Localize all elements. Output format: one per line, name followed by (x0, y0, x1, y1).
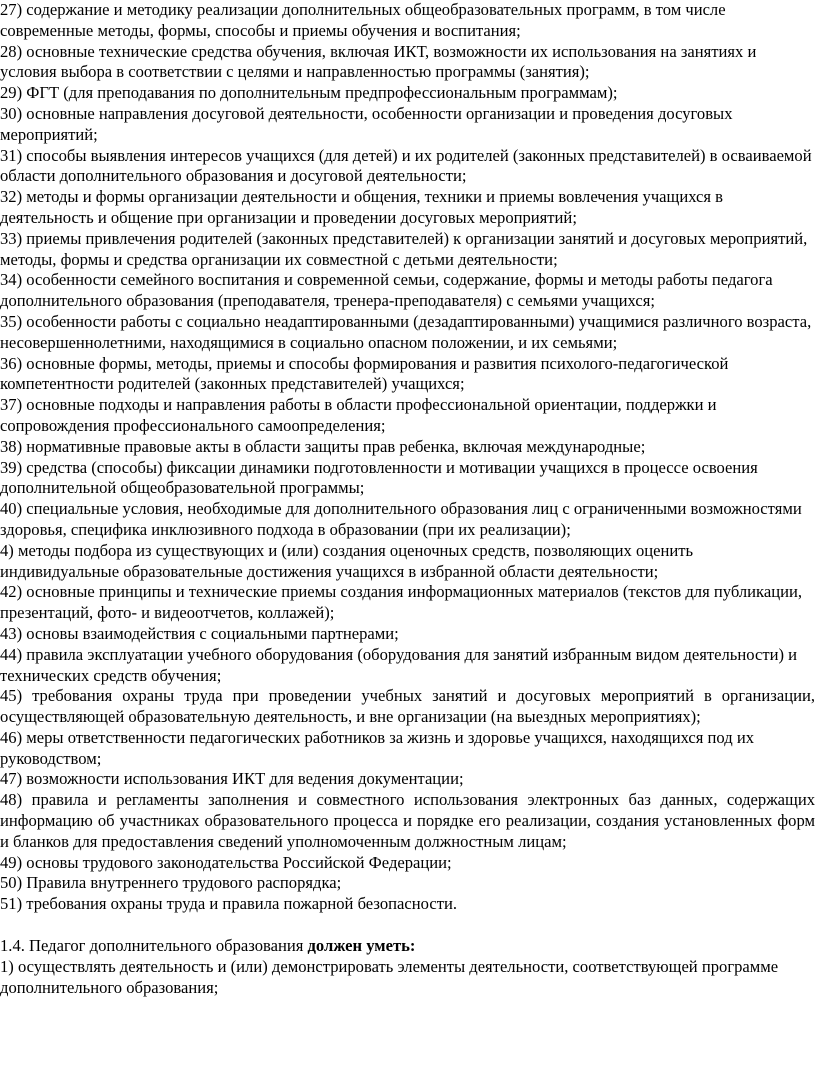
list-item: 49) основы трудового законодательства Российской Федерации; (0, 852, 452, 872)
list-item: 35) особенности работы с социально неадаптированными (дезадаптированными) учащимися различного возраста, несовершеннолетними, находящимися в социально опасном положении, и их семьями; (0, 311, 812, 352)
list-item: 48) правила и регламенты заполнения и совместного использования электронных баз данных, содержащих информацию об участниках образовательного процесса и порядке его реализации, создания установленных форм и бланков для предоставления сведений уполномоченным должностным лицам; (0, 790, 815, 851)
list-item: 36) основные формы, методы, приемы и способы формирования и развития психолого-педагогической компетентности родителей (законных представителей) учащихся; (0, 353, 729, 394)
section-heading-bold: должен уметь: (307, 936, 416, 956)
list-item: 38) нормативные правовые акты в области защиты прав ребенка, включая международные; (0, 436, 646, 456)
list-item: 34) особенности семейного воспитания и современной семьи, содержание, формы и методы работы педагога дополнительного образования (преподавателя, тренера-преподавателя) с семьями учащихся; (0, 270, 773, 311)
list-item: 28) основные технические средства обучения, включая ИКТ, возможности их использования на занятиях и условия выбора в соответствии с целями и направленностью программы (занятия); (0, 41, 757, 82)
list-item: 32) методы и формы организации деятельности и общения, техники и приемы вовлечения учащихся в деятельность и общение при организации и проведении досуговых мероприятий; (0, 187, 724, 227)
list-item: 44) правила эксплуатации учебного оборудования (оборудования для занятий избранным видом деятельности) и технических средств обучения; (0, 644, 798, 685)
list-item: 29) ФГТ (для преподавания по дополнительным предпрофессиональным программам); (0, 83, 618, 103)
list-item: 45) требования охраны труда при проведении учебных занятий и досуговых мероприятий в организации, осуществляющей образовательную деятельность, и вне организации (на выездных мероприятиях); (0, 686, 815, 727)
list-item: 37) основные подходы и направления работы в области профессиональной ориентации, поддержки и сопровождения профессионального самоопределения; (0, 395, 717, 435)
section-heading (0, 936, 816, 957)
section-heading-text: 1.4. Педагог дополнительного образования (0, 936, 308, 956)
list-item: 47) возможности использования ИКТ для ведения документации; (0, 769, 464, 789)
list-item: 40) специальные условия, необходимые для дополнительного образования лиц с ограниченными возможностями здоровья, специфика инклюзивного подхода в образовании (при их реализации); (0, 499, 802, 539)
list-item: 46) меры ответственности педагогических работников за жизнь и здоровье учащихся, находящихся под их руководством; (0, 727, 755, 768)
skills-list (0, 957, 816, 999)
list-item: 33) приемы привлечения родителей (законных представителей) к организации занятий и досуговых мероприятий, методы, формы и средства организации их совместной с детьми деятельности; (0, 228, 808, 269)
list-item: 4) методы подбора из существующих и (или) создания оценочных средств, позволяющих оценить индивидуальные образовательные достижения учащихся в избранной области деятельности; (0, 540, 694, 581)
list-item: 43) основы взаимодействия с социальными партнерами; (0, 623, 399, 643)
list-item: 39) средства (способы) фиксации динамики подготовленности и мотивации учащихся в процессе освоения дополнительной общеобразовательной программы; (0, 457, 758, 498)
list-item: 51) требования охраны труда и правила пожарной безопасности. (0, 894, 457, 914)
list-item: 30) основные направления досуговой деятельности, особенности организации и проведения досуговых мероприятий; (0, 103, 733, 144)
list-item: 42) основные принципы и технические приемы создания информационных материалов (текстов для публикации, презентаций, фото- и видеоотчетов, коллажей); (0, 582, 802, 623)
paragraph-gap (0, 915, 816, 936)
list-item: 27) содержание и методику реализации дополнительных общеобразовательных программ, в том числе современные методы, формы, способы и приемы обучения и воспитания; (0, 0, 726, 40)
list-item: 50) Правила внутреннего трудового распорядка; (0, 873, 342, 893)
list-item: 31) способы выявления интересов учащихся (для детей) и их родителей (законных представителей) в осваиваемой области дополнительного образования и досуговой деятельности; (0, 145, 812, 186)
list-item: 1) осуществлять деятельность и (или) демонстрировать элементы деятельности, соответствующей программе дополнительного образования; (0, 956, 779, 997)
